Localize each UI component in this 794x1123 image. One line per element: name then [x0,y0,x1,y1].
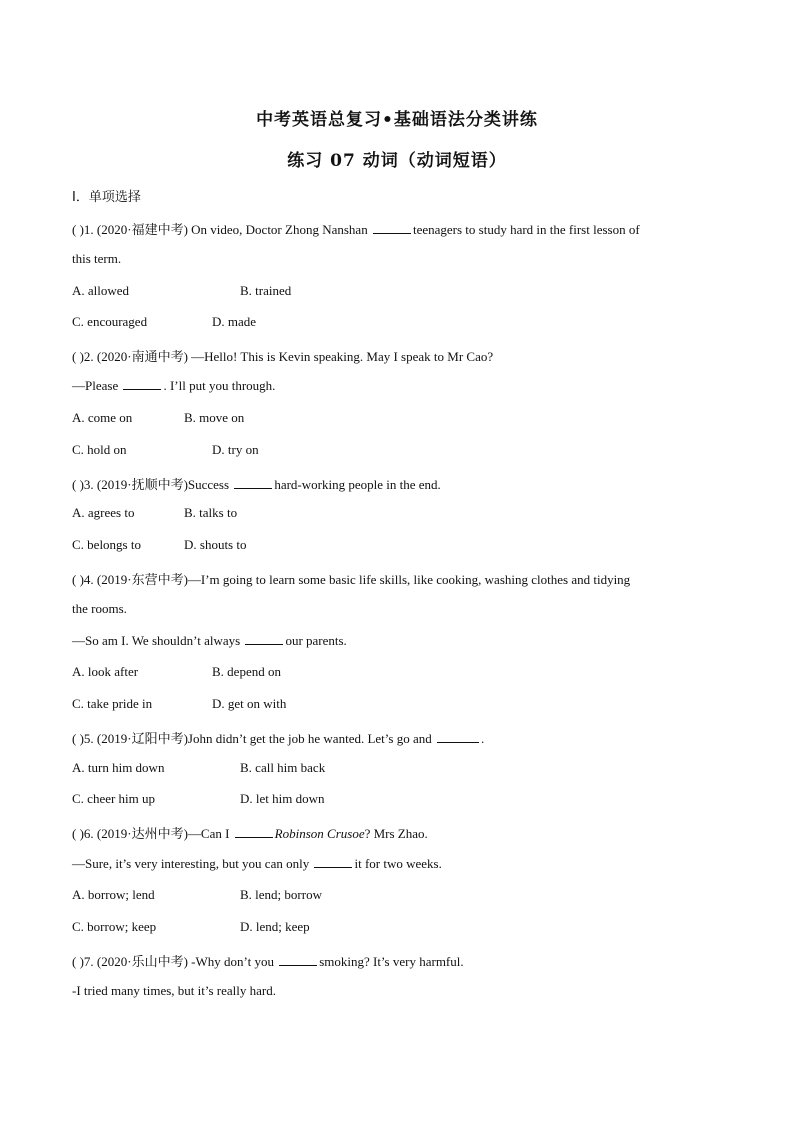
q5-text-a: ( )5. (2019·辽阳中考)John didn’t get the job he wanted. Let’s go and [72,731,435,746]
q5-option-a: A. turn him down [72,760,165,775]
q4-option-a: A. look after [72,664,139,679]
q1-text-a: ( )1. (2020·福建中考) On video, Doctor Zhong Nanshan [72,222,371,237]
q1-option-b: B. trained [240,283,292,298]
q4-option-d: D. get on with [212,696,287,711]
q2-text-a: —Please [72,378,122,393]
answer-blank [373,222,411,234]
q3-option-d: D. shouts to [184,537,247,552]
section-heading: Ⅰ．单项选择 [72,190,141,205]
q4-option-b: B. depend on [212,664,281,679]
q6-option-c: C. borrow; keep [72,919,157,934]
q6-option-d: D. lend; keep [240,919,310,934]
q6-text-c: —Sure, it’s very interesting, but you can only [72,856,313,871]
page-subtitle: 练习 07 动词（动词短语） [287,151,507,171]
question-5-stem [72,728,484,747]
q6-option-b: B. lend; borrow [240,887,322,902]
question-3-stem [72,474,441,493]
q7-text-b: smoking? It’s very harmful. [319,954,464,969]
q5-option-b: B. call him back [240,760,326,775]
q2-option-d: D. try on [212,442,259,457]
q3-option-c: C. belongs to [72,537,141,552]
q4-text-b: our parents. [285,633,347,648]
q1-text-b: teenagers to study hard in the first lesson of [412,222,640,237]
q2-text-b: . I’ll put you through. [163,378,276,393]
q7-text-a: ( )7. (2020·乐山中考) -Why don’t you [72,954,278,969]
q2-option-b: B. move on [184,410,245,425]
answer-blank [314,856,352,868]
q1-option-a: A. allowed [72,283,130,298]
question-4-stem-cont: the rooms. [72,601,127,616]
q6-book-title: Robinson Crusoe [274,826,365,841]
question-4-stem: ( )4. (2019·东营中考)—I’m going to learn some basic life skills, like cooking, washing clothes and tidying [72,572,631,587]
q3-option-b: B. talks to [184,505,238,520]
question-1-stem [72,219,640,238]
q5-option-d: D. let him down [240,791,325,806]
answer-blank [235,826,273,838]
question-4-stem-cont2 [72,633,347,649]
q1-option-c: C. encouraged [72,314,148,329]
answer-blank [234,477,272,489]
q2-option-c: C. hold on [72,442,127,457]
q1-option-d: D. made [212,314,257,329]
q6-text-a: ( )6. (2019·达州中考)—Can I [72,826,233,841]
answer-blank [279,954,317,966]
question-2-stem: ( )2. (2020·南通中考) —Hello! This is Kevin speaking. May I speak to Mr Cao? [72,349,494,364]
page-title: 中考英语总复习•基础语法分类讲练 [256,110,538,130]
q3-text-a: ( )3. (2019·抚顺中考)Success [72,477,233,492]
q4-text-a: —So am I. We shouldn’t always [72,633,244,648]
q3-text-b: hard-working people in the end. [274,477,441,492]
question-7-stem [72,951,464,970]
q4-option-c: C. take pride in [72,696,153,711]
answer-blank [245,633,283,645]
q2-option-a: A. come on [72,410,133,425]
question-6-stem-cont [72,856,442,872]
answer-blank [123,378,161,390]
q6-option-a: A. borrow; lend [72,887,155,902]
q5-option-c: C. cheer him up [72,791,156,806]
question-6-stem [72,823,428,842]
question-2-stem-cont [72,378,275,394]
answer-blank [437,731,479,743]
question-1-stem-cont: this term. [72,251,122,266]
q3-option-a: A. agrees to [72,505,135,520]
question-7-stem-cont: -I tried many times, but it’s really hard. [72,983,276,998]
q5-text-b: . [480,731,485,746]
q6-text-b: ? Mrs Zhao. [364,826,428,841]
q6-text-d: it for two weeks. [354,856,442,871]
